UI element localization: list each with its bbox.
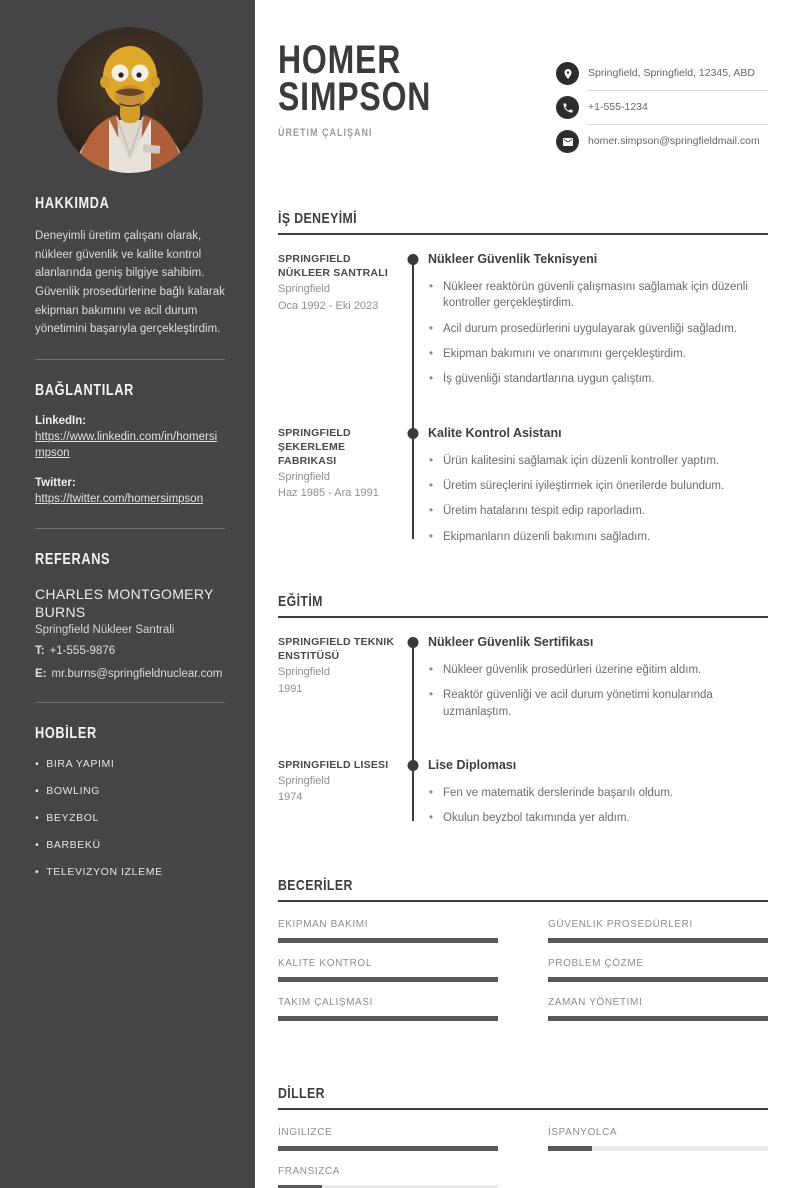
entry-dates: 1991 bbox=[278, 682, 303, 695]
name-block bbox=[278, 38, 469, 140]
language-bar-fill bbox=[278, 1185, 322, 1188]
link-item-linkedin bbox=[35, 415, 225, 462]
contact-block bbox=[556, 59, 768, 156]
entry-body bbox=[428, 758, 768, 827]
entry-left bbox=[278, 758, 398, 805]
reference-phone-row bbox=[35, 643, 225, 659]
entry-body bbox=[428, 426, 768, 545]
contact-divider bbox=[587, 124, 768, 125]
role-title: Kalite Kontrol Asistanı bbox=[428, 425, 562, 440]
skill-name: EKIPMAN BAKIMI bbox=[278, 918, 369, 930]
experience-entry bbox=[278, 426, 768, 545]
school-name: SPRINGFIELD LISESI bbox=[278, 758, 389, 771]
company-name: SPRINGFIELD NÜKLEER SANTRALI bbox=[278, 253, 388, 280]
role-title: Nükleer Güvenlik Teknisyeni bbox=[428, 252, 598, 266]
skill-name: PROBLEM ÇÖZME bbox=[548, 957, 644, 969]
bullet: • Nükleer güvenlik prosedürleri üzerine eğitim aldım. bbox=[428, 662, 768, 678]
reference-name: CHARLES MONTGOMERY BURNS bbox=[35, 585, 214, 620]
school-location: Springfield bbox=[278, 775, 330, 788]
language-item bbox=[278, 1166, 498, 1188]
language-bar-fill bbox=[548, 1146, 592, 1151]
degree-title: Lise Diploması bbox=[428, 757, 517, 772]
skill-bar bbox=[278, 977, 498, 982]
experience-entries bbox=[278, 252, 768, 545]
bullet: • Okulun beyzbol takımında yer aldım. bbox=[428, 810, 768, 826]
profile-photo bbox=[57, 27, 203, 173]
bullet: • İş güvenliği standartlarına uygun çalıştım. bbox=[428, 371, 768, 387]
bullet: • Ekipman bakımını ve onarımını gerçekleştirdim. bbox=[428, 346, 768, 362]
timeline-column bbox=[398, 758, 428, 827]
entry-dates: Oca 1992 - Eki 2023 bbox=[278, 299, 379, 312]
language-name: FRANSIZCA bbox=[278, 1165, 341, 1177]
company-name: SPRINGFIELD ŞEKERLEME FABRIKASI bbox=[278, 426, 351, 467]
sidebar-divider bbox=[35, 702, 225, 703]
sidebar-divider bbox=[35, 359, 225, 360]
contact-divider bbox=[587, 90, 768, 91]
skill-item bbox=[548, 919, 768, 943]
company-location: Springfield bbox=[278, 471, 330, 484]
email-icon bbox=[556, 130, 579, 153]
language-bar bbox=[278, 1146, 498, 1151]
linkedin-url[interactable]: https://www.linkedin.com/in/homersimpson bbox=[35, 430, 218, 460]
language-bar-fill bbox=[278, 1146, 498, 1151]
reference-email-row bbox=[35, 666, 225, 682]
timeline-column bbox=[398, 635, 428, 720]
entry-left bbox=[278, 426, 398, 501]
skill-bar bbox=[548, 977, 768, 982]
bullet: • Reaktör güvenliği ve acil durum yönetimi konularında uzmanlaştım. bbox=[428, 687, 768, 720]
main-content bbox=[255, 0, 794, 1188]
reference-organization: Springfield Nükleer Santrali bbox=[35, 624, 175, 637]
about-heading: HAKKIMDA bbox=[35, 195, 110, 212]
first-name: HOMER bbox=[278, 38, 402, 82]
bullet: • Nükleer reaktörün güvenli çalışmasını sağlamak için düzenli kontroller gerçekleştirdim. bbox=[428, 279, 768, 312]
hobby-item: • BIRA YAPIMI bbox=[35, 758, 225, 770]
entry-dates: 1974 bbox=[278, 791, 303, 804]
skill-bar-fill bbox=[548, 938, 768, 943]
languages-grid bbox=[278, 1127, 768, 1188]
entry-left bbox=[278, 252, 398, 313]
links-heading: BAĞLANTILAR bbox=[35, 381, 135, 399]
header bbox=[278, 38, 768, 156]
experience-entry bbox=[278, 252, 768, 388]
skill-name: TAKIM ÇALIŞMASI bbox=[278, 996, 373, 1008]
language-name: İSPANYOLCA bbox=[548, 1126, 618, 1138]
reference-section bbox=[35, 551, 225, 683]
languages-heading: DİLLER bbox=[278, 1085, 768, 1110]
bullet: • Üretim süreçlerini iyileştirmek için önerilerde bulundum. bbox=[428, 478, 768, 494]
experience-heading: İŞ DENEYİMİ bbox=[278, 210, 768, 235]
school-location: Springfield bbox=[278, 666, 330, 679]
hobbies-section bbox=[35, 725, 225, 878]
contact-phone: +1-555-1234 bbox=[588, 101, 648, 114]
links-section bbox=[35, 382, 225, 508]
skills-heading: BECERİLER bbox=[278, 877, 768, 902]
skill-item bbox=[278, 919, 498, 943]
bullet: • Üretim hatalarını tespit edip raporladım. bbox=[428, 503, 768, 519]
bullet: • Acil durum prosedürlerini uygulayarak güvenliği sağladım. bbox=[428, 321, 768, 337]
linkedin-label: LinkedIn: bbox=[35, 414, 87, 427]
contact-email[interactable]: homer.simpson@springfieldmail.com bbox=[588, 135, 760, 148]
skills-section bbox=[278, 877, 768, 1021]
phone-icon bbox=[556, 96, 579, 119]
education-section bbox=[278, 593, 768, 827]
page-title bbox=[278, 38, 469, 120]
skill-item bbox=[278, 958, 498, 982]
bullet: • Ekipmanların düzenli bakımını sağladım. bbox=[428, 529, 768, 545]
skill-bar bbox=[278, 938, 498, 943]
sidebar bbox=[0, 0, 255, 1188]
contact-row-location bbox=[556, 59, 768, 88]
bullet: • Fen ve matematik derslerinde başarılı oldum. bbox=[428, 785, 768, 801]
timeline-dot bbox=[408, 428, 419, 439]
contact-row-phone bbox=[556, 93, 768, 122]
degree-bullets bbox=[428, 662, 768, 720]
timeline-column bbox=[398, 426, 428, 545]
entry-body bbox=[428, 635, 768, 720]
last-name: SIMPSON bbox=[278, 75, 432, 120]
timeline-dot bbox=[408, 760, 419, 771]
languages-section bbox=[278, 1085, 768, 1188]
about-text: Deneyimli üretim çalışanı olarak, nükleer güvenlik ve kalite kontrol alanlarında geniş bilgiye sahibim. Güvenlik prosedürlerine bağlı kalarak ekipman bakımını ve acil durum yönetimini başarıyla gerçekleştirdim. bbox=[35, 230, 225, 336]
link-item-twitter bbox=[35, 477, 225, 508]
skill-bar-fill bbox=[548, 1016, 768, 1021]
bullet: • Ürün kalitesini sağlamak için düzenli kontroller yaptım. bbox=[428, 453, 768, 469]
education-entry bbox=[278, 758, 768, 827]
entry-left bbox=[278, 635, 398, 696]
skills-grid bbox=[278, 919, 768, 1021]
education-entries bbox=[278, 635, 768, 827]
timeline-dot bbox=[408, 637, 419, 648]
contact-row-email bbox=[556, 127, 768, 156]
skill-bar-fill bbox=[278, 977, 498, 982]
reference-phone-label: T: bbox=[35, 645, 45, 658]
twitter-label: Twitter: bbox=[35, 477, 76, 490]
sidebar-divider bbox=[35, 528, 225, 529]
timeline-column bbox=[398, 252, 428, 388]
company-location: Springfield bbox=[278, 283, 330, 296]
timeline-dot bbox=[408, 254, 419, 265]
skill-bar-fill bbox=[278, 1016, 498, 1021]
hobby-item: • BARBEKÜ bbox=[35, 839, 225, 851]
language-item bbox=[548, 1127, 768, 1151]
skill-item bbox=[278, 997, 498, 1021]
about-section bbox=[35, 195, 225, 339]
reference-email[interactable]: mr.burns@springfieldnuclear.com bbox=[51, 668, 223, 681]
skill-name: ZAMAN YÖNETIMI bbox=[548, 996, 643, 1008]
hobby-item: • TELEVIZYON IZLEME bbox=[35, 866, 225, 878]
language-bar bbox=[548, 1146, 768, 1151]
school-name: SPRINGFIELD TEKNIK ENSTITÜSÜ bbox=[278, 635, 395, 663]
skill-item bbox=[548, 958, 768, 982]
skill-name: GÜVENLIK PROSEDÜRLERI bbox=[548, 918, 693, 930]
language-item bbox=[278, 1127, 498, 1151]
skill-item bbox=[548, 997, 768, 1021]
twitter-url[interactable]: https://twitter.com/homersimpson bbox=[35, 493, 204, 506]
education-heading: EĞİTİM bbox=[278, 593, 768, 618]
hobby-list bbox=[35, 758, 225, 878]
homer-portrait-illustration bbox=[57, 27, 203, 173]
job-title: ÜRETIM ÇALIŞANI bbox=[278, 127, 373, 140]
experience-section bbox=[278, 210, 768, 545]
skill-bar-fill bbox=[548, 977, 768, 982]
role-bullets bbox=[428, 453, 768, 545]
skill-bar bbox=[548, 938, 768, 943]
reference-phone: +1-555-9876 bbox=[49, 645, 116, 658]
hobbies-heading: HOBİLER bbox=[35, 725, 97, 743]
language-name: İNGILIZCE bbox=[278, 1126, 333, 1138]
skill-bar-fill bbox=[278, 938, 498, 943]
role-bullets bbox=[428, 279, 768, 388]
skill-name: KALITE KONTROL bbox=[278, 957, 372, 969]
location-icon bbox=[556, 62, 579, 85]
reference-email-label: E: bbox=[35, 668, 47, 681]
degree-bullets bbox=[428, 785, 768, 827]
language-bar bbox=[278, 1185, 498, 1188]
entry-body bbox=[428, 252, 768, 388]
degree-title: Nükleer Güvenlik Sertifikası bbox=[428, 634, 594, 649]
hobby-item: • BOWLING bbox=[35, 785, 225, 797]
reference-heading: REFERANS bbox=[35, 550, 111, 568]
skill-bar bbox=[548, 1016, 768, 1021]
contact-location: Springfield, Springfield, 12345, ABD bbox=[588, 67, 755, 80]
entry-dates: Haz 1985 - Ara 1991 bbox=[278, 487, 379, 500]
hobby-item: • BEYZBOL bbox=[35, 812, 225, 824]
skill-bar bbox=[278, 1016, 498, 1021]
education-entry bbox=[278, 635, 768, 720]
